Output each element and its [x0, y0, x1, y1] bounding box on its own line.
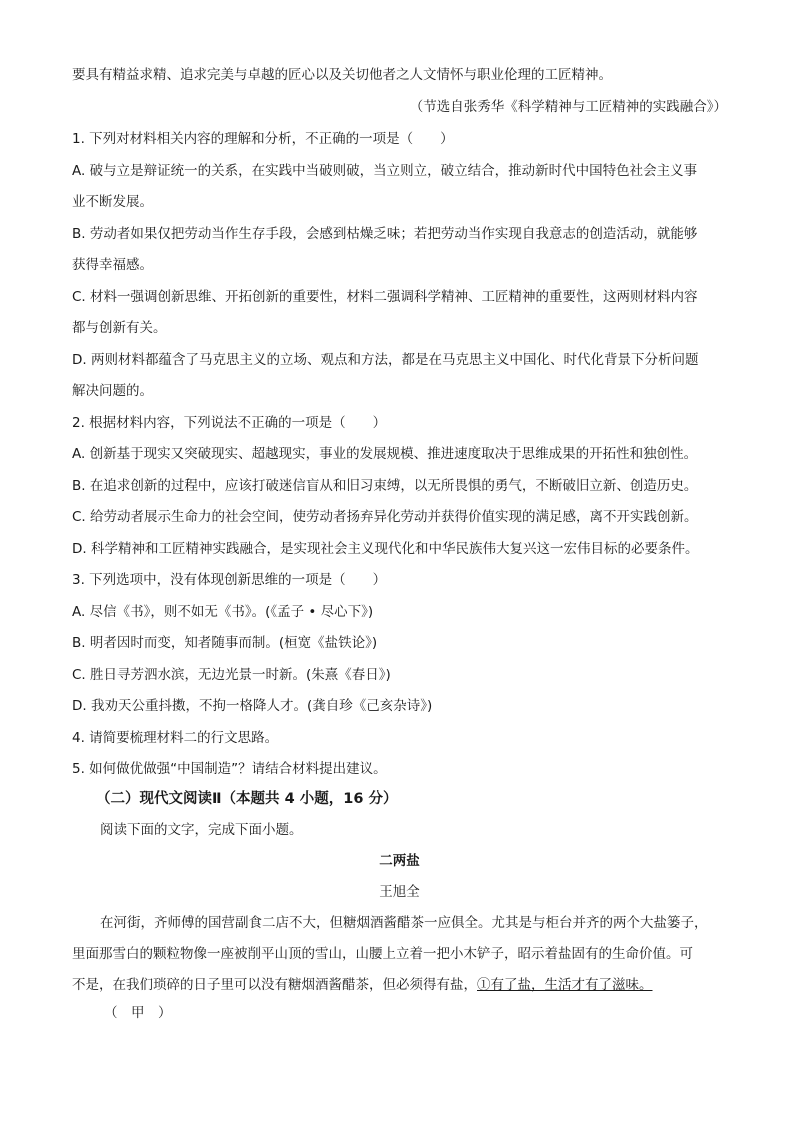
question-1-option-c-cont: 都与创新有关。 [72, 320, 167, 336]
question-2-option-c: C. 给劳动者展示生命力的社会空间，使劳动者扬弃异化劳动并获得价值实现的满足感，离不开实践创新。 [72, 509, 698, 525]
paragraph-continuation: 要具有精益求精、追求完美与卓越的匠心以及关切他者之人文情怀与职业伦理的工匠精神。 [72, 67, 612, 83]
article-title: 二两盐 [379, 853, 420, 869]
question-3-stem: 3. 下列选项中，没有体现创新思维的一项是（ ） [72, 572, 387, 588]
question-1-option-b-cont: 获得幸福感。 [72, 257, 153, 273]
question-5: 5. 如何做优做强“中国制造”？请结合材料提出建议。 [72, 761, 387, 777]
question-1-option-a-cont: 业不断发展。 [72, 194, 153, 210]
article-paragraph-line: 里面那雪白的颗粒物像一座被削平山顶的雪山，山腰上立着一把小木铲子，昭示着盐固有的生命价值。可 [72, 946, 693, 962]
article-paragraph-line: 在河街，齐师傅的国营副食二店不大，但糖烟酒酱醋茶一应俱全。尤其是与柜台并齐的两个大盐篓子， [100, 915, 708, 931]
source-citation: （节选自张秀华《科学精神与工匠精神的实践融合》） [409, 99, 727, 115]
question-2-option-d: D. 科学精神和工匠精神实践融合，是实现社会主义现代化和中华民族伟大复兴这一宏伟目标的必要条件。 [72, 541, 699, 557]
question-1-stem: 1. 下列对材料相关内容的理解和分析，不正确的一项是（ ） [72, 131, 454, 147]
question-3-option-d: D. 我劝天公重抖擞，不拘一格降人才。(龚自珍《己亥杂诗》) [72, 698, 433, 714]
question-1-option-c: C. 材料一强调创新思维、开拓创新的重要性，材料二强调科学精神、工匠精神的重要性，这两则材料内容 [72, 289, 698, 305]
question-3-option-c: C. 胜日寻芳泗水滨，无边光景一时新。(朱熹《春日》) [72, 667, 391, 683]
question-2-option-b: B. 在追求创新的过程中，应该打破迷信盲从和旧习束缚，以无所畏惧的勇气，不断破旧立新、创造历史。 [72, 478, 698, 494]
question-1-option-b: B. 劳动者如果仅把劳动当作生存手段，会感到枯燥乏味；若把劳动当作实现自我意志的创造活动，就能够 [72, 226, 698, 242]
section-heading: （二）现代文阅读Ⅱ（本题共 4 小题，16 分） [96, 791, 398, 807]
question-3-option-b: B. 明者因时而变，知者随事而制。(桓宽《盐铁论》) [72, 635, 378, 651]
question-1-option-a: A. 破与立是辩证统一的关系，在实践中当破则破，当立则立，破立结合，推动新时代中国特色社会主义事 [72, 163, 698, 179]
article-paragraph-line [72, 976, 727, 994]
question-3-option-a: A. 尽信《书》，则不如无《书》。(《孟子 • 尽心下》) [72, 604, 374, 620]
underlined-sentence-1: ①有了盐，生活才有了滋味。 [477, 977, 653, 993]
question-2-stem: 2. 根据材料内容，下列说法不正确的一项是（ ） [72, 415, 387, 431]
article-author: 王旭全 [379, 884, 420, 900]
question-1-option-d: D. 两则材料都蕴含了马克思主义的立场、观点和方法，都是在马克思主义中国化、时代化背景下分析问题 [72, 352, 699, 368]
question-4: 4. 请简要梳理材料二的行文思路。 [72, 730, 279, 746]
section-instruction: 阅读下面的文字，完成下面小题。 [100, 822, 303, 838]
blank-marker-jia: （ 甲 ） [104, 1005, 172, 1021]
question-1-option-d-cont: 解决问题的。 [72, 383, 153, 399]
question-2-option-a: A. 创新基于现实又突破现实、超越现实，事业的发展规模、推进速度取决于思维成果的开拓性和独创性。 [72, 446, 698, 462]
article-text: 不是，在我们琐碎的日子里可以没有糖烟酒酱醋茶，但必须得有盐， [72, 977, 477, 993]
